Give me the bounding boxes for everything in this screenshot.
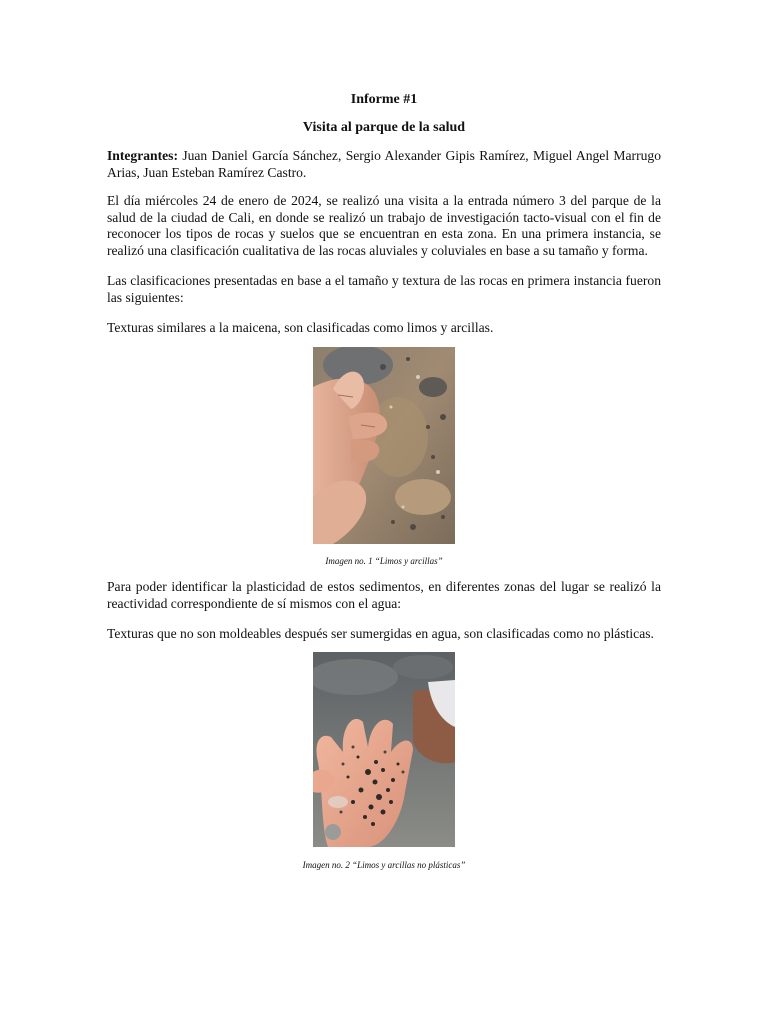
- report-subtitle: Visita al parque de la salud: [302, 120, 466, 135]
- figure-1-caption: Imagen no. 1 “Limos y arcillas”: [325, 556, 443, 566]
- figure-2-photo: [313, 652, 455, 847]
- figure-2-caption: Imagen no. 2 “Limos y arcillas no plásticas”: [302, 860, 466, 870]
- members-paragraph: [107, 148, 661, 181]
- report-title: Informe #1: [350, 92, 418, 107]
- texture1-paragraph: Texturas similares a la maicena, son clasificadas como limos y arcillas.: [107, 320, 494, 335]
- plasticity-paragraph: Para poder identificar la plasticidad de estos sedimentos, en diferentes zonas del lugar se realizó la reactividad correspondiente de sí mismos con el agua:: [107, 579, 661, 611]
- members-names: Juan Daniel García Sánchez, Sergio Alexander Gipis Ramírez, Miguel Angel Marrugo Arias, Juan Esteban Ramírez Castro.: [107, 148, 661, 180]
- classifications-paragraph: Las clasificaciones presentadas en base a el tamaño y textura de las rocas en primera instancia fueron las siguientes:: [107, 273, 661, 305]
- figure-1-photo: [313, 347, 455, 544]
- open-palm-with-wet-soil-photo: [313, 652, 455, 847]
- intro-paragraph: El día miércoles 24 de enero de 2024, se realizó una visita a la entrada número 3 del parque de la salud de la ciudad de Cali, en donde se realizó un trabajo de investigación tacto-visual con el fin de reconocer los tipos de rocas y suelos que se encuentran en esta zona. En una primera instancia, se realizó una clasificación cualitativa de las rocas aluviales y coluviales en base a su tamaño y forma.: [107, 193, 661, 258]
- members-label: Integrantes:: [107, 148, 178, 163]
- texture2-paragraph: Texturas que no son moldeables después ser sumergidas en agua, son clasificadas como no plásticas.: [107, 626, 654, 641]
- hand-holding-soil-photo: [313, 347, 455, 544]
